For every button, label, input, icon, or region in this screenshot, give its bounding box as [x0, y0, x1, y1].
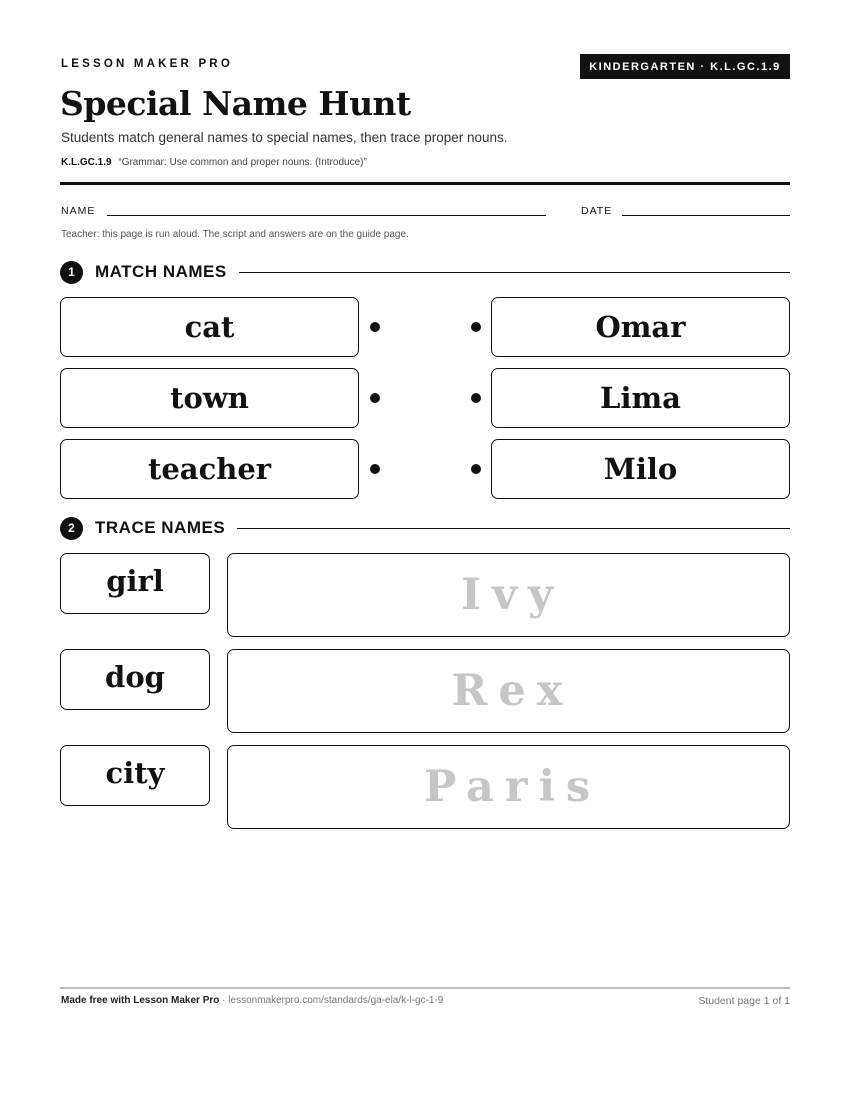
- standard-code: K.L.GC.1.9: [61, 157, 112, 168]
- trace-proper-noun[interactable]: Rex: [227, 649, 790, 733]
- match-left-dot[interactable]: [370, 464, 380, 474]
- footer-separator: ·: [219, 995, 229, 1006]
- standard-description: “Grammar: Use common and proper nouns. (Introduce)”: [118, 157, 367, 168]
- date-field[interactable]: [622, 215, 790, 216]
- teacher-note: Teacher: this page is run aloud. The script and answers are on the guide page.: [61, 229, 409, 240]
- trace-proper-noun[interactable]: Ivy: [227, 553, 790, 637]
- match-right-dot[interactable]: [471, 393, 481, 403]
- footer-made-with: Made free with Lesson Maker Pro: [61, 995, 220, 1006]
- footer-url[interactable]: lessonmakerpro.com/standards/ga-ela/k-l-gc-1-9: [228, 995, 444, 1006]
- page-subtitle: Students match general names to special names, then trace proper nouns.: [61, 130, 508, 145]
- match-right-dot[interactable]: [471, 464, 481, 474]
- match-left-card[interactable]: teacher: [60, 439, 359, 499]
- match-left-dot[interactable]: [370, 322, 380, 332]
- standard-line: [61, 157, 367, 168]
- section-number-badge: 1: [60, 261, 83, 284]
- footer-divider: [60, 987, 790, 989]
- page-title: Special Name Hunt: [60, 84, 411, 123]
- trace-proper-noun[interactable]: Paris: [227, 745, 790, 829]
- section-divider: [239, 272, 790, 273]
- section-number-badge: 2: [60, 517, 83, 540]
- match-right-card[interactable]: Lima: [491, 368, 790, 428]
- match-section-header: [60, 260, 790, 284]
- match-right-card[interactable]: Milo: [491, 439, 790, 499]
- section-title: MATCH NAMES: [95, 262, 227, 281]
- header-divider: [60, 182, 790, 185]
- date-label: DATE: [581, 205, 613, 217]
- section-divider: [237, 528, 790, 529]
- match-left-dot[interactable]: [370, 393, 380, 403]
- footer-page-number: Student page 1 of 1: [698, 995, 790, 1007]
- trace-common-word: dog: [60, 649, 210, 710]
- match-left-card[interactable]: cat: [60, 297, 359, 357]
- grade-badge: KINDERGARTEN · K.L.GC.1.9: [580, 54, 790, 79]
- section-title: TRACE NAMES: [95, 518, 226, 537]
- footer-credit: [61, 995, 443, 1006]
- name-field[interactable]: [107, 215, 546, 216]
- name-label: NAME: [61, 205, 96, 217]
- trace-common-word: girl: [60, 553, 210, 614]
- trace-common-word: city: [60, 745, 210, 806]
- trace-section-header: [60, 516, 790, 540]
- brand-name: LESSON MAKER PRO: [61, 58, 233, 70]
- match-left-card[interactable]: town: [60, 368, 359, 428]
- match-right-dot[interactable]: [471, 322, 481, 332]
- match-right-card[interactable]: Omar: [491, 297, 790, 357]
